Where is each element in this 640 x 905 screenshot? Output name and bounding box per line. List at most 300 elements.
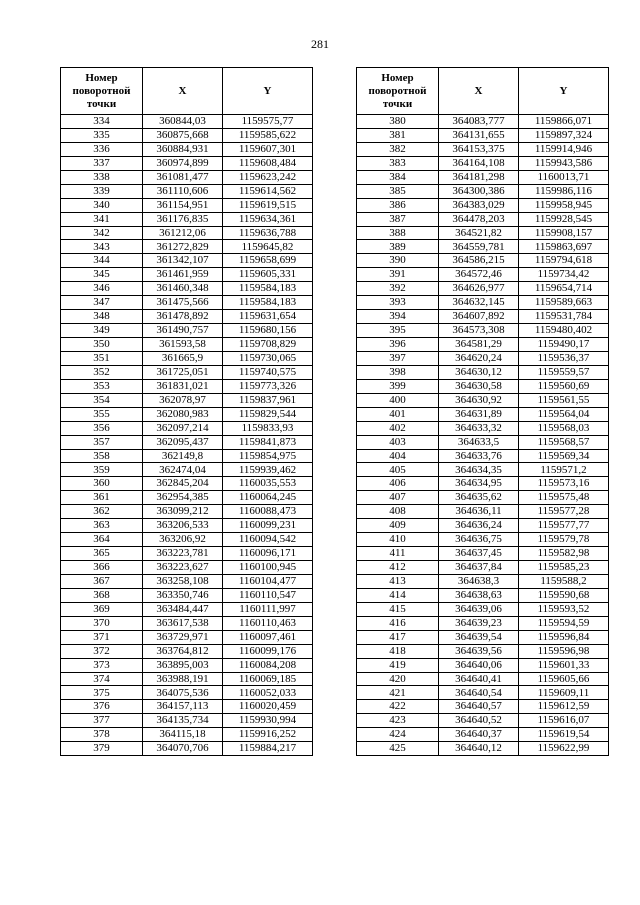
point-number-cell: 338 (61, 170, 143, 184)
x-cell: 363099,212 (143, 505, 223, 519)
point-number-cell: 380 (357, 115, 439, 129)
x-cell: 361460,348 (143, 282, 223, 296)
point-number-cell: 354 (61, 393, 143, 407)
point-number-cell: 349 (61, 324, 143, 338)
table-row (61, 449, 313, 463)
x-cell: 361212,06 (143, 226, 223, 240)
point-number-cell: 421 (357, 686, 439, 700)
table-row (61, 561, 313, 575)
x-cell: 364630,12 (439, 365, 519, 379)
y-cell: 1159593,52 (519, 602, 609, 616)
table-row (357, 268, 609, 282)
table-row (61, 574, 313, 588)
point-number-cell: 367 (61, 574, 143, 588)
y-cell: 1159559,57 (519, 365, 609, 379)
table-row (357, 254, 609, 268)
table-row (357, 519, 609, 533)
point-number-cell: 376 (61, 700, 143, 714)
y-cell: 1159564,04 (519, 407, 609, 421)
y-cell: 1159561,55 (519, 393, 609, 407)
point-number-cell: 339 (61, 184, 143, 198)
x-cell: 364157,113 (143, 700, 223, 714)
table-row (357, 700, 609, 714)
x-cell: 364115,18 (143, 728, 223, 742)
table-row (61, 658, 313, 672)
y-cell: 1159612,59 (519, 700, 609, 714)
point-number-cell: 403 (357, 435, 439, 449)
table-row (61, 491, 313, 505)
point-number-cell: 385 (357, 184, 439, 198)
y-cell: 1160064,245 (223, 491, 313, 505)
y-cell: 1159573,16 (519, 477, 609, 491)
x-cell: 361272,829 (143, 240, 223, 254)
y-cell: 1159863,697 (519, 240, 609, 254)
point-number-cell: 424 (357, 728, 439, 742)
y-cell: 1159708,829 (223, 338, 313, 352)
point-number-cell: 409 (357, 519, 439, 533)
point-number-cell: 341 (61, 212, 143, 226)
y-cell: 1159897,324 (519, 128, 609, 142)
point-number-cell: 384 (357, 170, 439, 184)
point-number-cell: 391 (357, 268, 439, 282)
y-cell: 1159730,065 (223, 351, 313, 365)
x-cell: 364636,11 (439, 505, 519, 519)
table-row (357, 742, 609, 756)
table-row (357, 463, 609, 477)
point-number-cell: 362 (61, 505, 143, 519)
header-y: Y (519, 68, 609, 115)
table-row (61, 533, 313, 547)
point-number-cell: 389 (357, 240, 439, 254)
y-cell: 1159584,183 (223, 296, 313, 310)
y-cell: 1159654,714 (519, 282, 609, 296)
point-number-cell: 388 (357, 226, 439, 240)
point-number-cell: 372 (61, 644, 143, 658)
x-cell: 364640,57 (439, 700, 519, 714)
x-cell: 364634,95 (439, 477, 519, 491)
table-row (357, 310, 609, 324)
table-row (357, 170, 609, 184)
table-row (357, 240, 609, 254)
x-cell: 364075,536 (143, 686, 223, 700)
x-cell: 364632,145 (439, 296, 519, 310)
y-cell: 1159605,66 (519, 672, 609, 686)
x-cell: 361831,021 (143, 379, 223, 393)
y-cell: 1160099,231 (223, 519, 313, 533)
x-cell: 362845,204 (143, 477, 223, 491)
y-cell: 1159585,23 (519, 561, 609, 575)
x-cell: 364638,3 (439, 574, 519, 588)
y-cell: 1159866,071 (519, 115, 609, 129)
y-cell: 1159658,699 (223, 254, 313, 268)
table-row (357, 574, 609, 588)
point-number-cell: 402 (357, 421, 439, 435)
y-cell: 1159569,34 (519, 449, 609, 463)
x-cell: 364639,23 (439, 616, 519, 630)
y-cell: 1159616,07 (519, 714, 609, 728)
point-number-cell: 369 (61, 602, 143, 616)
point-number-cell: 378 (61, 728, 143, 742)
point-number-cell: 335 (61, 128, 143, 142)
y-cell: 1159623,242 (223, 170, 313, 184)
table-row (357, 714, 609, 728)
point-number-cell: 400 (357, 393, 439, 407)
x-cell: 361342,107 (143, 254, 223, 268)
x-cell: 364635,62 (439, 491, 519, 505)
table-row (357, 365, 609, 379)
x-cell: 364636,75 (439, 533, 519, 547)
x-cell: 363223,781 (143, 547, 223, 561)
x-cell: 364638,63 (439, 588, 519, 602)
y-cell: 1159958,945 (519, 198, 609, 212)
x-cell: 361176,835 (143, 212, 223, 226)
x-cell: 360844,03 (143, 115, 223, 129)
table-row (61, 212, 313, 226)
point-number-cell: 387 (357, 212, 439, 226)
y-cell: 1159584,183 (223, 282, 313, 296)
y-cell: 1159680,156 (223, 324, 313, 338)
x-cell: 364631,89 (439, 407, 519, 421)
x-cell: 364607,892 (439, 310, 519, 324)
y-cell: 1159943,586 (519, 156, 609, 170)
point-number-cell: 415 (357, 602, 439, 616)
y-cell: 1160013,71 (519, 170, 609, 184)
y-cell: 1160100,945 (223, 561, 313, 575)
point-number-cell: 395 (357, 324, 439, 338)
x-cell: 364572,46 (439, 268, 519, 282)
table-row (61, 616, 313, 630)
point-number-cell: 405 (357, 463, 439, 477)
x-cell: 361490,757 (143, 324, 223, 338)
y-cell: 1160020,459 (223, 700, 313, 714)
y-cell: 1160104,477 (223, 574, 313, 588)
table-row (61, 644, 313, 658)
y-cell: 1159594,59 (519, 616, 609, 630)
y-cell: 1159930,994 (223, 714, 313, 728)
table-row (357, 491, 609, 505)
x-cell: 364637,84 (439, 561, 519, 575)
point-number-cell: 422 (357, 700, 439, 714)
table-row (357, 351, 609, 365)
table-row (61, 700, 313, 714)
table-row (357, 128, 609, 142)
table-row (61, 672, 313, 686)
table-row (61, 588, 313, 602)
y-cell: 1159908,157 (519, 226, 609, 240)
x-cell: 360875,668 (143, 128, 223, 142)
y-cell: 1160099,176 (223, 644, 313, 658)
table-row (61, 268, 313, 282)
x-cell: 364181,298 (439, 170, 519, 184)
table-row (357, 588, 609, 602)
x-cell: 364581,29 (439, 338, 519, 352)
point-number-cell: 334 (61, 115, 143, 129)
y-cell: 1160097,461 (223, 630, 313, 644)
y-cell: 1159490,17 (519, 338, 609, 352)
point-number-cell: 412 (357, 561, 439, 575)
x-cell: 360884,931 (143, 142, 223, 156)
table-row (61, 282, 313, 296)
point-number-cell: 377 (61, 714, 143, 728)
y-cell: 1159939,462 (223, 463, 313, 477)
y-cell: 1159568,03 (519, 421, 609, 435)
x-cell: 364630,92 (439, 393, 519, 407)
point-number-cell: 342 (61, 226, 143, 240)
table-row (61, 198, 313, 212)
x-cell: 364640,41 (439, 672, 519, 686)
point-number-cell: 336 (61, 142, 143, 156)
x-cell: 363206,533 (143, 519, 223, 533)
x-cell: 361725,051 (143, 365, 223, 379)
x-cell: 364640,54 (439, 686, 519, 700)
x-cell: 360974,899 (143, 156, 223, 170)
point-number-cell: 383 (357, 156, 439, 170)
table-row (61, 407, 313, 421)
table-row (357, 393, 609, 407)
point-number-cell: 420 (357, 672, 439, 686)
point-number-cell: 399 (357, 379, 439, 393)
x-cell: 362149,8 (143, 449, 223, 463)
point-number-cell: 410 (357, 533, 439, 547)
table-row (357, 282, 609, 296)
header-point-number: Номер поворотной точки (61, 68, 143, 115)
point-number-cell: 366 (61, 561, 143, 575)
y-cell: 1159575,48 (519, 491, 609, 505)
table-row (357, 324, 609, 338)
table-row (357, 728, 609, 742)
point-number-cell: 370 (61, 616, 143, 630)
table-row (61, 505, 313, 519)
x-cell: 364478,203 (439, 212, 519, 226)
table-row (357, 379, 609, 393)
x-cell: 361665,9 (143, 351, 223, 365)
point-number-cell: 419 (357, 658, 439, 672)
point-number-cell: 393 (357, 296, 439, 310)
y-cell: 1159833,93 (223, 421, 313, 435)
x-cell: 364164,108 (439, 156, 519, 170)
point-number-cell: 394 (357, 310, 439, 324)
y-cell: 1159568,57 (519, 435, 609, 449)
x-cell: 363206,92 (143, 533, 223, 547)
y-cell: 1159608,484 (223, 156, 313, 170)
point-number-cell: 418 (357, 644, 439, 658)
y-cell: 1159622,99 (519, 742, 609, 756)
point-number-cell: 398 (357, 365, 439, 379)
table-row (61, 686, 313, 700)
header-y: Y (223, 68, 313, 115)
y-cell: 1159575,77 (223, 115, 313, 129)
table-row (61, 519, 313, 533)
x-cell: 364586,215 (439, 254, 519, 268)
point-number-cell: 352 (61, 365, 143, 379)
y-cell: 1160096,171 (223, 547, 313, 561)
y-cell: 1159854,975 (223, 449, 313, 463)
table-row (61, 463, 313, 477)
x-cell: 364573,308 (439, 324, 519, 338)
x-cell: 364633,32 (439, 421, 519, 435)
y-cell: 1159928,545 (519, 212, 609, 226)
point-number-cell: 374 (61, 672, 143, 686)
x-cell: 363484,447 (143, 602, 223, 616)
table-header-row (357, 68, 609, 115)
y-cell: 1159588,2 (519, 574, 609, 588)
x-cell: 364559,781 (439, 240, 519, 254)
point-number-cell: 361 (61, 491, 143, 505)
x-cell: 361110,606 (143, 184, 223, 198)
x-cell: 363988,191 (143, 672, 223, 686)
point-number-cell: 381 (357, 128, 439, 142)
coordinates-table-right (356, 67, 609, 756)
y-cell: 1159609,11 (519, 686, 609, 700)
table-row (61, 128, 313, 142)
table-row (61, 254, 313, 268)
table-row (61, 477, 313, 491)
point-number-cell: 373 (61, 658, 143, 672)
y-cell: 1159590,68 (519, 588, 609, 602)
point-number-cell: 364 (61, 533, 143, 547)
y-cell: 1159579,78 (519, 533, 609, 547)
table-row (61, 240, 313, 254)
x-cell: 361154,951 (143, 198, 223, 212)
point-number-cell: 358 (61, 449, 143, 463)
y-cell: 1159837,961 (223, 393, 313, 407)
table-row (61, 156, 313, 170)
x-cell: 364636,24 (439, 519, 519, 533)
table-row (357, 658, 609, 672)
table-row (61, 351, 313, 365)
x-cell: 362080,983 (143, 407, 223, 421)
y-cell: 1159614,562 (223, 184, 313, 198)
x-cell: 364626,977 (439, 282, 519, 296)
x-cell: 364639,54 (439, 630, 519, 644)
x-cell: 364640,06 (439, 658, 519, 672)
table-row (61, 338, 313, 352)
table-row (61, 393, 313, 407)
y-cell: 1159829,544 (223, 407, 313, 421)
point-number-cell: 396 (357, 338, 439, 352)
table-row (61, 296, 313, 310)
y-cell: 1159740,575 (223, 365, 313, 379)
point-number-cell: 351 (61, 351, 143, 365)
table-row (61, 547, 313, 561)
y-cell: 1159619,515 (223, 198, 313, 212)
y-cell: 1159645,82 (223, 240, 313, 254)
x-cell: 362097,214 (143, 421, 223, 435)
point-number-cell: 344 (61, 254, 143, 268)
x-cell: 363895,003 (143, 658, 223, 672)
y-cell: 1159884,217 (223, 742, 313, 756)
y-cell: 1160084,208 (223, 658, 313, 672)
x-cell: 361461,959 (143, 268, 223, 282)
table-row (61, 226, 313, 240)
point-number-cell: 392 (357, 282, 439, 296)
table-row (61, 630, 313, 644)
x-cell: 361478,892 (143, 310, 223, 324)
table-row (61, 310, 313, 324)
y-cell: 1159914,946 (519, 142, 609, 156)
table-row (357, 630, 609, 644)
table-row (357, 421, 609, 435)
table-row (61, 728, 313, 742)
table-row (61, 435, 313, 449)
table-row (357, 449, 609, 463)
point-number-cell: 360 (61, 477, 143, 491)
point-number-cell: 423 (357, 714, 439, 728)
y-cell: 1159577,77 (519, 519, 609, 533)
x-cell: 362095,437 (143, 435, 223, 449)
x-cell: 364300,386 (439, 184, 519, 198)
x-cell: 364630,58 (439, 379, 519, 393)
point-number-cell: 397 (357, 351, 439, 365)
point-number-cell: 404 (357, 449, 439, 463)
table-row (357, 644, 609, 658)
table-row (357, 407, 609, 421)
table-row (61, 115, 313, 129)
x-cell: 364131,655 (439, 128, 519, 142)
x-cell: 364637,45 (439, 547, 519, 561)
table-row (357, 547, 609, 561)
x-cell: 364633,76 (439, 449, 519, 463)
y-cell: 1159582,98 (519, 547, 609, 561)
point-number-cell: 386 (357, 198, 439, 212)
x-cell: 364521,82 (439, 226, 519, 240)
point-number-cell: 425 (357, 742, 439, 756)
point-number-cell: 379 (61, 742, 143, 756)
table-row (357, 477, 609, 491)
point-number-cell: 348 (61, 310, 143, 324)
y-cell: 1160110,463 (223, 616, 313, 630)
point-number-cell: 408 (357, 505, 439, 519)
table-row (61, 421, 313, 435)
table-row (357, 156, 609, 170)
x-cell: 363350,746 (143, 588, 223, 602)
y-cell: 1159986,116 (519, 184, 609, 198)
table-row (357, 198, 609, 212)
x-cell: 363764,812 (143, 644, 223, 658)
point-number-cell: 406 (357, 477, 439, 491)
x-cell: 362078,97 (143, 393, 223, 407)
y-cell: 1159619,54 (519, 728, 609, 742)
y-cell: 1160111,997 (223, 602, 313, 616)
table-body (357, 115, 609, 756)
y-cell: 1159480,402 (519, 324, 609, 338)
table-row (357, 184, 609, 198)
table-row (357, 212, 609, 226)
y-cell: 1160035,553 (223, 477, 313, 491)
x-cell: 363258,108 (143, 574, 223, 588)
y-cell: 1159596,98 (519, 644, 609, 658)
y-cell: 1159560,69 (519, 379, 609, 393)
y-cell: 1159577,28 (519, 505, 609, 519)
y-cell: 1159631,654 (223, 310, 313, 324)
y-cell: 1159734,42 (519, 268, 609, 282)
x-cell: 364383,029 (439, 198, 519, 212)
point-number-cell: 375 (61, 686, 143, 700)
point-number-cell: 390 (357, 254, 439, 268)
point-number-cell: 365 (61, 547, 143, 561)
x-cell: 364640,52 (439, 714, 519, 728)
point-number-cell: 353 (61, 379, 143, 393)
x-cell: 364135,734 (143, 714, 223, 728)
y-cell: 1160094,542 (223, 533, 313, 547)
point-number-cell: 407 (357, 491, 439, 505)
point-number-cell: 343 (61, 240, 143, 254)
table-row (357, 115, 609, 129)
y-cell: 1159571,2 (519, 463, 609, 477)
y-cell: 1159589,663 (519, 296, 609, 310)
table-row (357, 296, 609, 310)
table-row (61, 602, 313, 616)
